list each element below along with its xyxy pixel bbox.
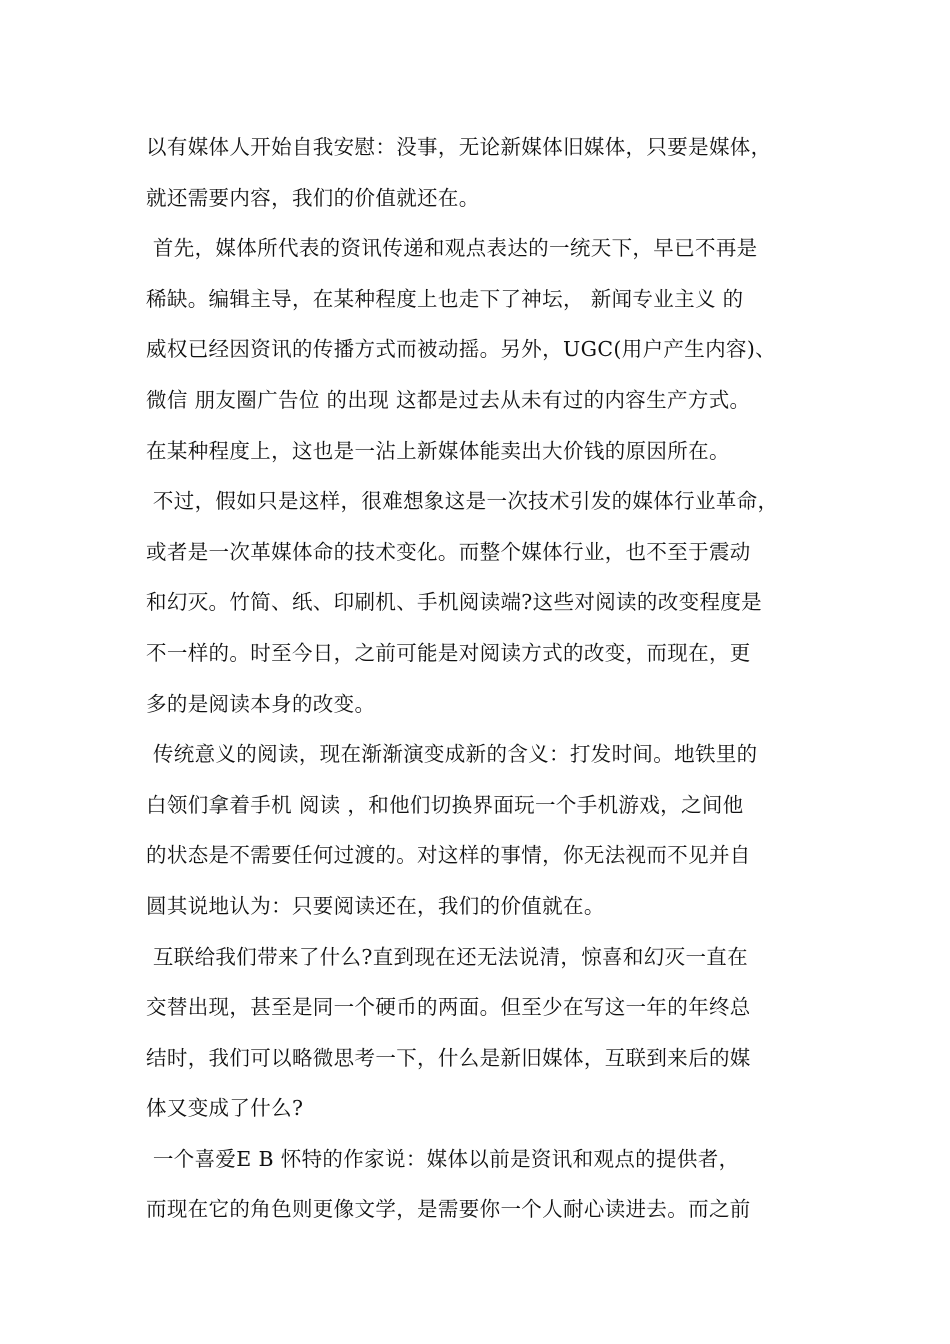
text-line: 威权已经因资讯的传播方式而被动摇。另外，UGC(用户产生内容)、 (146, 337, 777, 362)
text-line: 而现在它的角色则更像文学，是需要你一个人耐心读进去。而之前 (146, 1197, 751, 1222)
text-line: 首先，媒体所代表的资讯传递和观点表达的一统天下，早已不再是 (146, 236, 758, 261)
text-line: 以有媒体人开始自我安慰：没事，无论新媒体旧媒体，只要是媒体， (146, 135, 772, 159)
text-line: 多的是阅读本身的改变。 (146, 691, 376, 716)
text-line: 一个喜爱E B 怀特的作家说：媒体以前是资讯和观点的提供者， (146, 1146, 740, 1171)
text-line: 不过，假如只是这样，很难想象这是一次技术引发的媒体行业革命， (146, 489, 779, 514)
text-line: 微信 朋友圈广告位 的出现 这都是过去从未有过的内容生产方式。 (146, 387, 751, 412)
text-line: 和幻灭。竹简、纸、印刷机、手机阅读端?这些对阅读的改变程度是 (146, 590, 762, 615)
text-line: 不一样的。时至今日，之前可能是对阅读方式的改变，而现在，更 (146, 640, 751, 665)
text-line: 互联给我们带来了什么?直到现在还无法说清，惊喜和幻灭一直在 (146, 944, 749, 969)
text-line: 结时，我们可以略微思考一下，什么是新旧媒体，互联到来后的媒 (146, 1045, 751, 1070)
text-line: 圆其说地认为：只要阅读还在，我们的价值就在。 (146, 893, 605, 918)
text-line: 或者是一次革媒体命的技术变化。而整个媒体行业，也不至于震动 (146, 539, 751, 564)
text-line: 交替出现，甚至是同一个硬币的两面。但至少在写这一年的年终总 (146, 995, 751, 1020)
text-line: 白领们拿着手机 阅读 ，和他们切换界面玩一个手机游戏，之间他 (146, 792, 744, 817)
text-line: 就还需要内容，我们的价值就还在。 (146, 185, 480, 210)
text-line: 体又变成了什么? (146, 1096, 304, 1121)
text-line: 的状态是不需要任何过渡的。对这样的事情，你无法视而不见并自 (146, 843, 751, 868)
text-line: 传统意义的阅读，现在渐渐演变成新的含义：打发时间。地铁里的 (146, 742, 758, 767)
text-line: 在某种程度上，这也是一沾上新媒体能卖出大价钱的原因所在。 (146, 438, 730, 463)
text-line: 稀缺。编辑主导，在某种程度上也走下了神坛， 新闻专业主义 的 (146, 286, 744, 311)
body-text (146, 127, 836, 1240)
